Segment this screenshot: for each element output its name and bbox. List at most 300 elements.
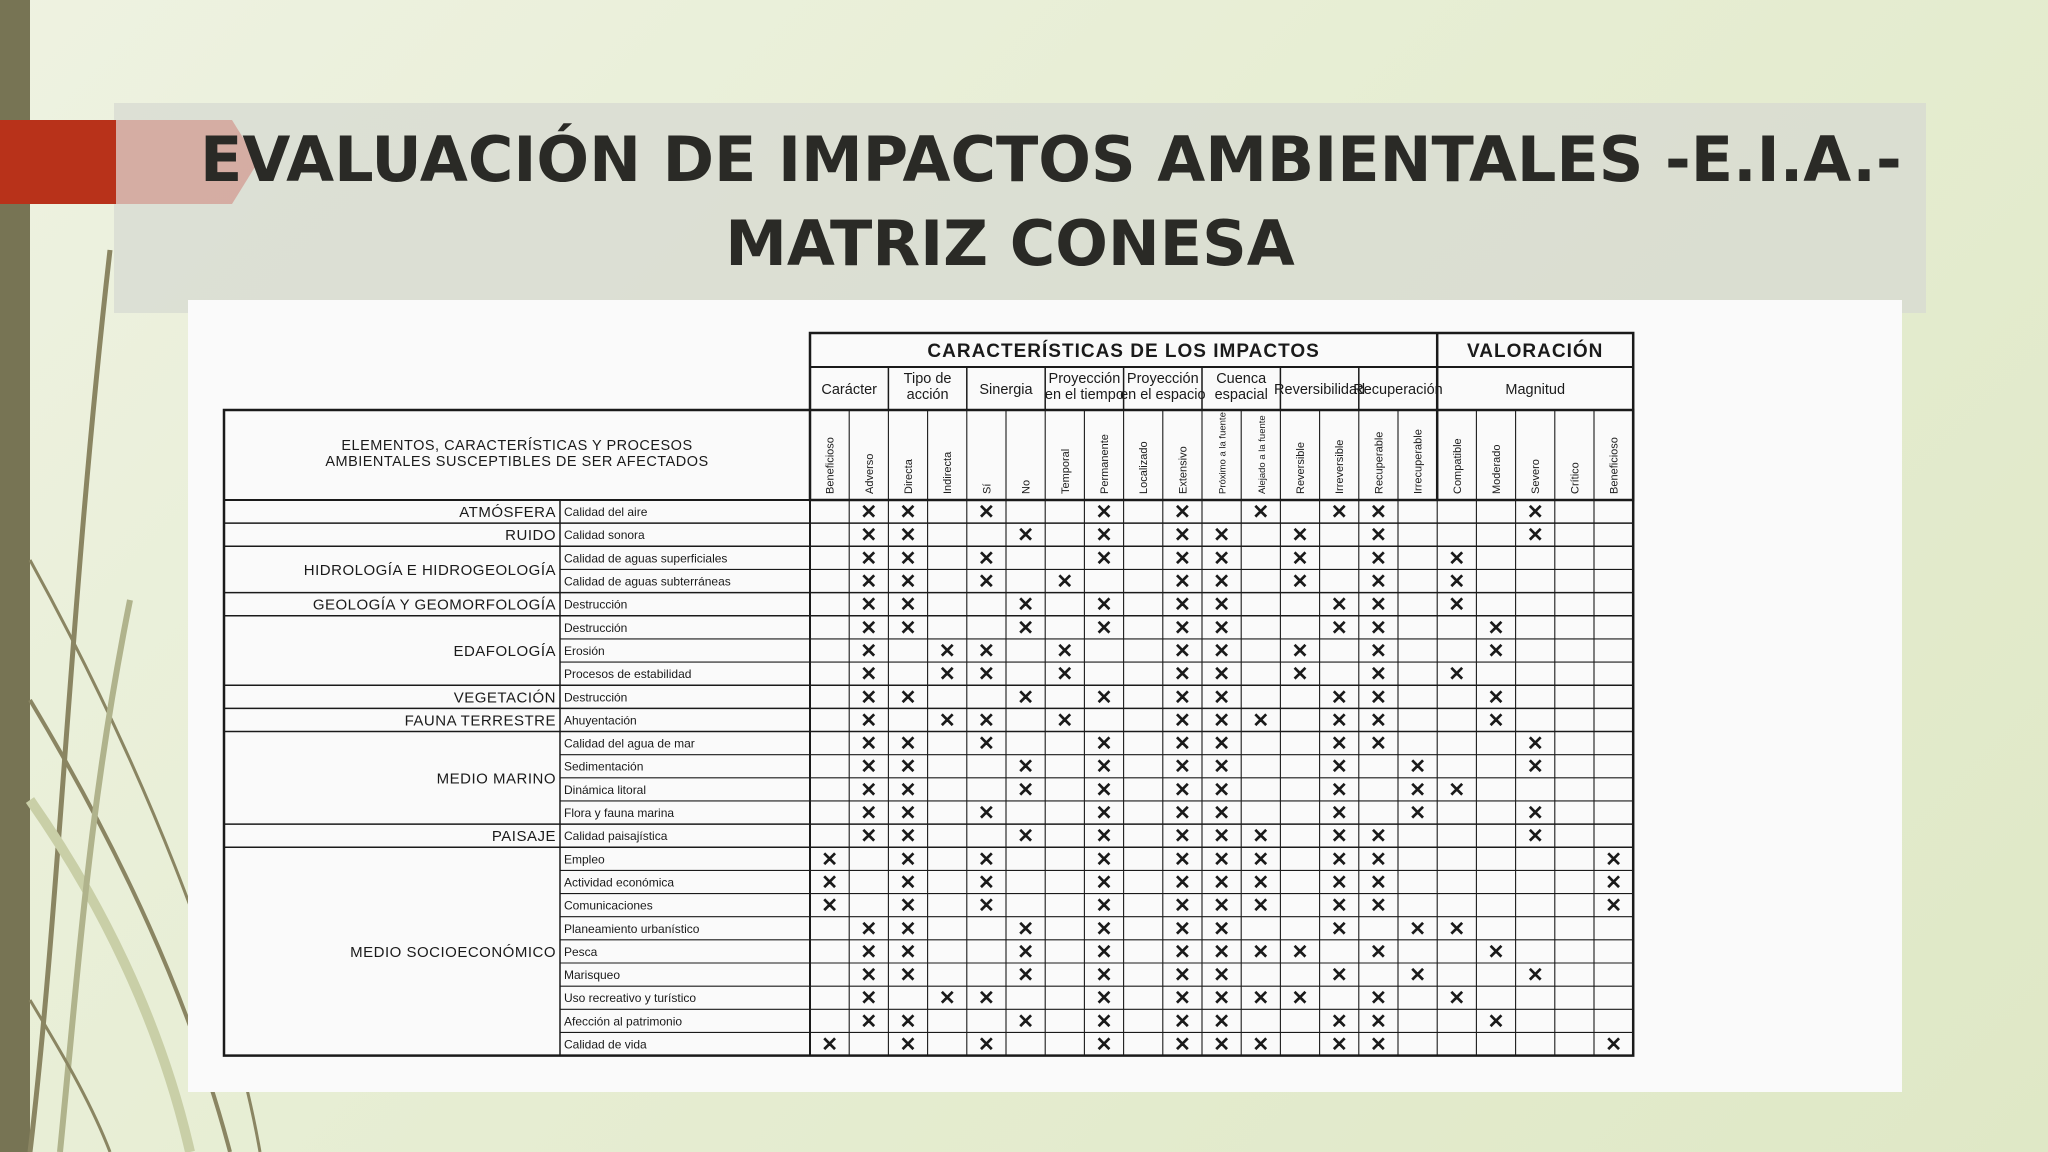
impact-mark: ✕ <box>1291 640 1309 663</box>
impact-mark: ✕ <box>1213 941 1230 964</box>
group-header-line: en el tiempo <box>1044 387 1124 403</box>
column-header: Extensivo <box>1177 446 1190 494</box>
group-header: Sinergia <box>979 382 1033 398</box>
impact-mark: ✕ <box>1174 1034 1191 1057</box>
row-label: Destrucción <box>564 690 628 705</box>
impact-mark: ✕ <box>1409 756 1426 779</box>
row-label: Calidad de aguas superficiales <box>564 551 728 566</box>
group-header: Reversibilidad <box>1274 382 1366 398</box>
impact-mark: ✕ <box>899 756 917 779</box>
impact-mark: ✕ <box>1330 825 1348 848</box>
impact-mark: ✕ <box>899 802 917 825</box>
impact-mark: ✕ <box>860 918 878 941</box>
impact-mark: ✕ <box>1252 825 1270 848</box>
slide-title-line1: EVALUACIÓN DE IMPACTOS AMBIENTALES -E.I.A.- <box>200 123 1902 196</box>
impact-mark: ✕ <box>1017 779 1034 802</box>
impact-mark: ✕ <box>1017 594 1034 617</box>
impact-mark: ✕ <box>1174 871 1191 894</box>
impact-mark: ✕ <box>978 802 995 825</box>
impact-mark: ✕ <box>1174 733 1191 756</box>
impact-mark: ✕ <box>1409 964 1426 987</box>
category-name: VEGETACIÓN <box>453 689 556 707</box>
column-header: Severo <box>1530 459 1543 494</box>
impact-mark: ✕ <box>1330 848 1348 871</box>
category-name: HIDROLOGÍA E HIDROGEOLOGÍA <box>303 561 556 579</box>
impact-mark: ✕ <box>860 756 878 779</box>
impact-mark: ✕ <box>1370 871 1387 894</box>
impact-mark: ✕ <box>1370 733 1387 756</box>
impact-mark: ✕ <box>1056 663 1074 686</box>
row-label: Actividad económica <box>564 875 675 890</box>
impact-mark: ✕ <box>860 686 878 709</box>
impact-mark: ✕ <box>1174 594 1191 617</box>
impact-mark: ✕ <box>1605 1034 1622 1057</box>
impact-mark: ✕ <box>1487 686 1505 709</box>
impact-mark: ✕ <box>1370 571 1387 594</box>
impact-mark: ✕ <box>1252 848 1270 871</box>
category-name: PAISAJE <box>491 828 556 846</box>
impact-mark: ✕ <box>1213 871 1230 894</box>
group-header: Magnitud <box>1505 382 1566 398</box>
impact-mark: ✕ <box>978 571 995 594</box>
impact-mark: ✕ <box>1174 779 1191 802</box>
category-name: MEDIO SOCIOECONÓMICO <box>350 943 556 961</box>
row-label: Procesos de estabilidad <box>564 667 692 682</box>
impact-mark: ✕ <box>899 594 917 617</box>
category-name: RUIDO <box>505 527 556 545</box>
impact-mark: ✕ <box>1370 594 1387 617</box>
impact-mark: ✕ <box>978 501 995 524</box>
impact-mark: ✕ <box>1291 941 1309 964</box>
column-header: Próximo a la fuente <box>1217 412 1229 494</box>
impact-mark: ✕ <box>1370 941 1387 964</box>
impact-mark: ✕ <box>1213 733 1230 756</box>
impact-mark: ✕ <box>1056 709 1074 732</box>
impact-mark: ✕ <box>1291 524 1309 547</box>
impact-mark: ✕ <box>978 547 995 570</box>
row-label: Dinámica litoral <box>564 782 647 797</box>
impact-mark: ✕ <box>899 941 917 964</box>
row-label: Sedimentación <box>564 759 644 774</box>
impact-mark: ✕ <box>1526 802 1544 825</box>
impact-mark: ✕ <box>860 547 878 570</box>
impact-mark: ✕ <box>1174 918 1191 941</box>
impact-mark: ✕ <box>860 825 878 848</box>
impact-mark: ✕ <box>1448 571 1466 594</box>
impact-mark: ✕ <box>899 686 917 709</box>
title-marker <box>0 120 116 204</box>
impact-mark: ✕ <box>1174 848 1191 871</box>
impact-mark: ✕ <box>938 640 956 663</box>
impact-mark: ✕ <box>1409 918 1426 941</box>
impact-mark: ✕ <box>1605 871 1622 894</box>
impact-mark: ✕ <box>978 848 995 871</box>
impact-mark: ✕ <box>860 941 878 964</box>
impact-mark: ✕ <box>860 640 878 663</box>
impact-mark: ✕ <box>821 871 838 894</box>
impact-mark: ✕ <box>1252 709 1270 732</box>
column-header: Adverso <box>863 453 876 494</box>
impact-mark: ✕ <box>1095 547 1113 570</box>
impact-mark: ✕ <box>1213 825 1230 848</box>
impact-mark: ✕ <box>1370 848 1387 871</box>
conesa-matrix-document <box>188 300 1902 1092</box>
row-label: Destrucción <box>564 597 628 612</box>
impact-mark: ✕ <box>899 524 917 547</box>
impact-mark: ✕ <box>1213 686 1230 709</box>
impact-mark: ✕ <box>978 663 995 686</box>
column-header: Compatible <box>1451 438 1464 494</box>
column-header: Alejado a la fuente <box>1256 415 1268 494</box>
impact-mark: ✕ <box>860 709 878 732</box>
column-header: Recuperable <box>1373 431 1386 494</box>
impact-mark: ✕ <box>899 501 917 524</box>
impact-mark: ✕ <box>1095 779 1113 802</box>
impact-mark: ✕ <box>1017 686 1034 709</box>
impact-mark: ✕ <box>1330 617 1348 640</box>
impact-mark: ✕ <box>1487 1010 1505 1033</box>
impact-mark: ✕ <box>1056 640 1074 663</box>
impact-mark: ✕ <box>1017 756 1034 779</box>
row-label: Comunicaciones <box>564 898 653 913</box>
impact-mark: ✕ <box>1095 871 1113 894</box>
impact-mark: ✕ <box>899 848 917 871</box>
impact-mark: ✕ <box>1330 779 1348 802</box>
impact-mark: ✕ <box>1252 1034 1270 1057</box>
impact-mark: ✕ <box>860 501 878 524</box>
impact-mark: ✕ <box>938 709 956 732</box>
impact-mark: ✕ <box>1448 594 1466 617</box>
impact-mark: ✕ <box>1370 825 1387 848</box>
impact-mark: ✕ <box>938 987 956 1010</box>
impact-mark: ✕ <box>899 571 917 594</box>
impact-mark: ✕ <box>899 547 917 570</box>
impact-mark: ✕ <box>899 918 917 941</box>
impact-mark: ✕ <box>1291 547 1309 570</box>
slide-title <box>200 118 1902 286</box>
impact-mark: ✕ <box>1330 594 1348 617</box>
column-header: Irrecuperable <box>1412 429 1425 494</box>
group-header: Recuperación <box>1353 382 1443 398</box>
impact-mark: ✕ <box>1213 779 1230 802</box>
impact-mark: ✕ <box>1291 987 1309 1010</box>
impact-mark: ✕ <box>1213 895 1230 918</box>
impact-mark: ✕ <box>1370 987 1387 1010</box>
impact-mark: ✕ <box>1095 918 1113 941</box>
column-header: Localizado <box>1138 441 1151 494</box>
impact-mark: ✕ <box>899 1010 917 1033</box>
impact-mark: ✕ <box>1174 964 1191 987</box>
row-label: Calidad sonora <box>564 528 645 543</box>
impact-mark: ✕ <box>1095 848 1113 871</box>
row-label: Uso recreativo y turístico <box>564 991 697 1006</box>
impact-mark: ✕ <box>1252 501 1270 524</box>
impact-mark: ✕ <box>860 987 878 1010</box>
impact-mark: ✕ <box>1330 686 1348 709</box>
column-header: Beneficioso <box>1608 437 1621 494</box>
impact-mark: ✕ <box>1448 779 1466 802</box>
impact-mark: ✕ <box>1174 709 1191 732</box>
row-label: Calidad de aguas subterráneas <box>564 574 731 589</box>
row-label: Calidad de vida <box>564 1037 647 1052</box>
impact-mark: ✕ <box>1213 848 1230 871</box>
column-header: Temporal <box>1059 448 1072 494</box>
impact-mark: ✕ <box>1487 617 1505 640</box>
impact-mark: ✕ <box>1370 663 1387 686</box>
impact-mark: ✕ <box>1487 640 1505 663</box>
impact-mark: ✕ <box>1330 918 1348 941</box>
conesa-matrix-table <box>188 300 1902 1092</box>
impact-mark: ✕ <box>1526 825 1544 848</box>
impact-mark: ✕ <box>1605 848 1622 871</box>
impact-mark: ✕ <box>1213 964 1230 987</box>
impact-mark: ✕ <box>1526 733 1544 756</box>
impact-mark: ✕ <box>1330 733 1348 756</box>
group-header-line: Cuenca <box>1216 371 1267 387</box>
impact-mark: ✕ <box>899 825 917 848</box>
impact-mark: ✕ <box>1095 686 1113 709</box>
impact-mark: ✕ <box>1448 987 1466 1010</box>
impact-mark: ✕ <box>1252 987 1270 1010</box>
category-name: GEOLOGÍA Y GEOMORFOLOGÍA <box>312 596 556 614</box>
column-header: Permanente <box>1099 434 1111 494</box>
impact-mark: ✕ <box>1526 501 1544 524</box>
impact-mark: ✕ <box>1370 1010 1387 1033</box>
column-header: No <box>1020 479 1033 494</box>
impact-mark: ✕ <box>860 779 878 802</box>
impact-mark: ✕ <box>1095 756 1113 779</box>
impact-mark: ✕ <box>1174 895 1191 918</box>
impact-mark: ✕ <box>899 733 917 756</box>
impact-mark: ✕ <box>978 709 995 732</box>
impact-mark: ✕ <box>1174 640 1191 663</box>
impact-mark: ✕ <box>1330 1034 1348 1057</box>
impact-mark: ✕ <box>860 617 878 640</box>
impact-mark: ✕ <box>1330 709 1348 732</box>
row-label: Pesca <box>564 944 598 959</box>
impact-mark: ✕ <box>1252 941 1270 964</box>
impact-mark: ✕ <box>1330 964 1348 987</box>
column-header: Indirecta <box>942 451 955 494</box>
impact-mark: ✕ <box>1095 987 1113 1010</box>
impact-mark: ✕ <box>1213 663 1230 686</box>
impact-mark: ✕ <box>1174 987 1191 1010</box>
impact-mark: ✕ <box>1448 663 1466 686</box>
impact-mark: ✕ <box>1017 918 1034 941</box>
impact-mark: ✕ <box>899 871 917 894</box>
impact-mark: ✕ <box>1174 1010 1191 1033</box>
impact-mark: ✕ <box>1095 524 1113 547</box>
impact-mark: ✕ <box>860 663 878 686</box>
impact-mark: ✕ <box>899 1034 917 1057</box>
impact-mark: ✕ <box>978 987 995 1010</box>
impact-mark: ✕ <box>1095 895 1113 918</box>
category-name: FAUNA TERRESTRE <box>404 712 556 730</box>
impact-mark: ✕ <box>1095 594 1113 617</box>
impact-mark: ✕ <box>1174 547 1191 570</box>
row-label: Erosión <box>564 643 605 658</box>
impact-mark: ✕ <box>1370 617 1387 640</box>
impact-mark: ✕ <box>1409 779 1426 802</box>
impact-mark: ✕ <box>1330 756 1348 779</box>
elements-header: ELEMENTOS, CARACTERÍSTICAS Y PROCESOS <box>341 438 693 454</box>
row-label: Afección al patrimonio <box>564 1014 683 1029</box>
row-label: Flora y fauna marina <box>564 806 675 821</box>
impact-mark: ✕ <box>1370 709 1387 732</box>
impact-mark: ✕ <box>1526 756 1544 779</box>
impact-mark: ✕ <box>1370 524 1387 547</box>
impact-mark: ✕ <box>1213 617 1230 640</box>
impact-mark: ✕ <box>1370 640 1387 663</box>
impact-mark: ✕ <box>860 594 878 617</box>
impact-mark: ✕ <box>860 733 878 756</box>
impact-mark: ✕ <box>1095 1010 1113 1033</box>
impact-mark: ✕ <box>978 733 995 756</box>
row-label: Planeamiento urbanístico <box>564 921 700 936</box>
impact-mark: ✕ <box>1095 617 1113 640</box>
category-name: MEDIO MARINO <box>436 770 556 788</box>
impact-mark: ✕ <box>1095 941 1113 964</box>
row-label: Calidad paisajística <box>564 829 668 844</box>
category-name: EDAFOLOGÍA <box>453 642 556 660</box>
impact-mark: ✕ <box>1095 733 1113 756</box>
impact-mark: ✕ <box>1526 524 1544 547</box>
impact-mark: ✕ <box>821 895 838 918</box>
impact-mark: ✕ <box>1213 918 1230 941</box>
impact-mark: ✕ <box>1409 802 1426 825</box>
impact-mark: ✕ <box>1213 987 1230 1010</box>
row-label: Marisqueo <box>564 968 621 983</box>
header-characteristics: CARACTERÍSTICAS DE LOS IMPACTOS <box>927 341 1320 362</box>
elements-header: AMBIENTALES SUSCEPTIBLES DE SER AFECTADOS <box>325 454 709 470</box>
group-header-line: espacial <box>1214 387 1268 403</box>
impact-mark: ✕ <box>1526 964 1544 987</box>
impact-mark: ✕ <box>1095 501 1113 524</box>
column-header: Directa <box>903 459 915 494</box>
impact-mark: ✕ <box>1017 825 1034 848</box>
impact-mark: ✕ <box>1174 501 1191 524</box>
impact-mark: ✕ <box>1252 871 1270 894</box>
impact-mark: ✕ <box>978 1034 995 1057</box>
impact-mark: ✕ <box>1448 547 1466 570</box>
impact-mark: ✕ <box>1174 756 1191 779</box>
impact-mark: ✕ <box>1213 524 1230 547</box>
impact-mark: ✕ <box>938 663 956 686</box>
group-header-line: Proyección <box>1126 371 1199 387</box>
impact-mark: ✕ <box>978 871 995 894</box>
column-header: Crítico <box>1569 462 1582 494</box>
column-header: Irreversible <box>1334 439 1347 494</box>
impact-mark: ✕ <box>1330 1010 1348 1033</box>
group-header-line: Tipo de <box>903 371 952 387</box>
group-header-line: acción <box>906 387 949 403</box>
column-header: Sí <box>981 483 994 494</box>
slide-title-line2: MATRIZ CONESA <box>725 207 1295 280</box>
row-label: Empleo <box>564 852 605 867</box>
impact-mark: ✕ <box>1487 709 1505 732</box>
impact-mark: ✕ <box>1095 802 1113 825</box>
impact-mark: ✕ <box>1095 964 1113 987</box>
column-header: Moderado <box>1491 444 1503 494</box>
impact-mark: ✕ <box>978 640 995 663</box>
impact-mark: ✕ <box>1213 802 1230 825</box>
impact-mark: ✕ <box>1330 895 1348 918</box>
column-header: Beneficioso <box>824 437 837 494</box>
impact-mark: ✕ <box>1174 663 1191 686</box>
impact-mark: ✕ <box>1370 895 1387 918</box>
impact-mark: ✕ <box>1056 571 1074 594</box>
impact-mark: ✕ <box>1370 547 1387 570</box>
impact-mark: ✕ <box>1291 663 1309 686</box>
impact-mark: ✕ <box>1174 524 1191 547</box>
impact-mark: ✕ <box>1487 941 1505 964</box>
impact-mark: ✕ <box>1095 1034 1113 1057</box>
impact-mark: ✕ <box>1448 918 1466 941</box>
category-name: ATMÓSFERA <box>459 504 556 522</box>
impact-mark: ✕ <box>899 895 917 918</box>
group-header-line: Proyección <box>1048 371 1121 387</box>
impact-mark: ✕ <box>1213 709 1230 732</box>
impact-mark: ✕ <box>1330 501 1348 524</box>
impact-mark: ✕ <box>978 895 995 918</box>
impact-mark: ✕ <box>860 1010 878 1033</box>
row-label: Ahuyentación <box>564 713 637 728</box>
impact-mark: ✕ <box>1213 1010 1230 1033</box>
impact-mark: ✕ <box>1174 941 1191 964</box>
group-header-line: en el espacio <box>1120 387 1206 403</box>
header-valoracion: VALORACIÓN <box>1467 341 1604 362</box>
impact-mark: ✕ <box>1213 1034 1230 1057</box>
impact-mark: ✕ <box>1213 640 1230 663</box>
impact-mark: ✕ <box>860 802 878 825</box>
impact-mark: ✕ <box>860 524 878 547</box>
impact-mark: ✕ <box>1605 895 1622 918</box>
impact-mark: ✕ <box>1370 1034 1387 1057</box>
row-label: Destrucción <box>564 620 628 635</box>
impact-mark: ✕ <box>1174 802 1191 825</box>
impact-mark: ✕ <box>1291 571 1309 594</box>
impact-mark: ✕ <box>1017 617 1034 640</box>
impact-mark: ✕ <box>1174 571 1191 594</box>
impact-mark: ✕ <box>821 1034 838 1057</box>
impact-mark: ✕ <box>1213 594 1230 617</box>
impact-mark: ✕ <box>1252 895 1270 918</box>
impact-mark: ✕ <box>1213 547 1230 570</box>
impact-mark: ✕ <box>1017 1010 1034 1033</box>
impact-mark: ✕ <box>1330 802 1348 825</box>
row-label: Calidad del agua de mar <box>564 736 695 751</box>
impact-mark: ✕ <box>1174 686 1191 709</box>
impact-mark: ✕ <box>899 617 917 640</box>
impact-mark: ✕ <box>821 848 838 871</box>
impact-mark: ✕ <box>899 964 917 987</box>
impact-mark: ✕ <box>1017 941 1034 964</box>
impact-mark: ✕ <box>899 779 917 802</box>
group-header: Carácter <box>821 382 878 398</box>
impact-mark: ✕ <box>1330 871 1348 894</box>
impact-mark: ✕ <box>860 964 878 987</box>
impact-mark: ✕ <box>1017 524 1034 547</box>
impact-mark: ✕ <box>1213 756 1230 779</box>
impact-mark: ✕ <box>1174 617 1191 640</box>
impact-mark: ✕ <box>1370 686 1387 709</box>
impact-mark: ✕ <box>1174 825 1191 848</box>
impact-mark: ✕ <box>1213 571 1230 594</box>
column-header: Reversible <box>1295 442 1307 494</box>
impact-mark: ✕ <box>1017 964 1034 987</box>
impact-mark: ✕ <box>860 571 878 594</box>
impact-mark: ✕ <box>1095 825 1113 848</box>
